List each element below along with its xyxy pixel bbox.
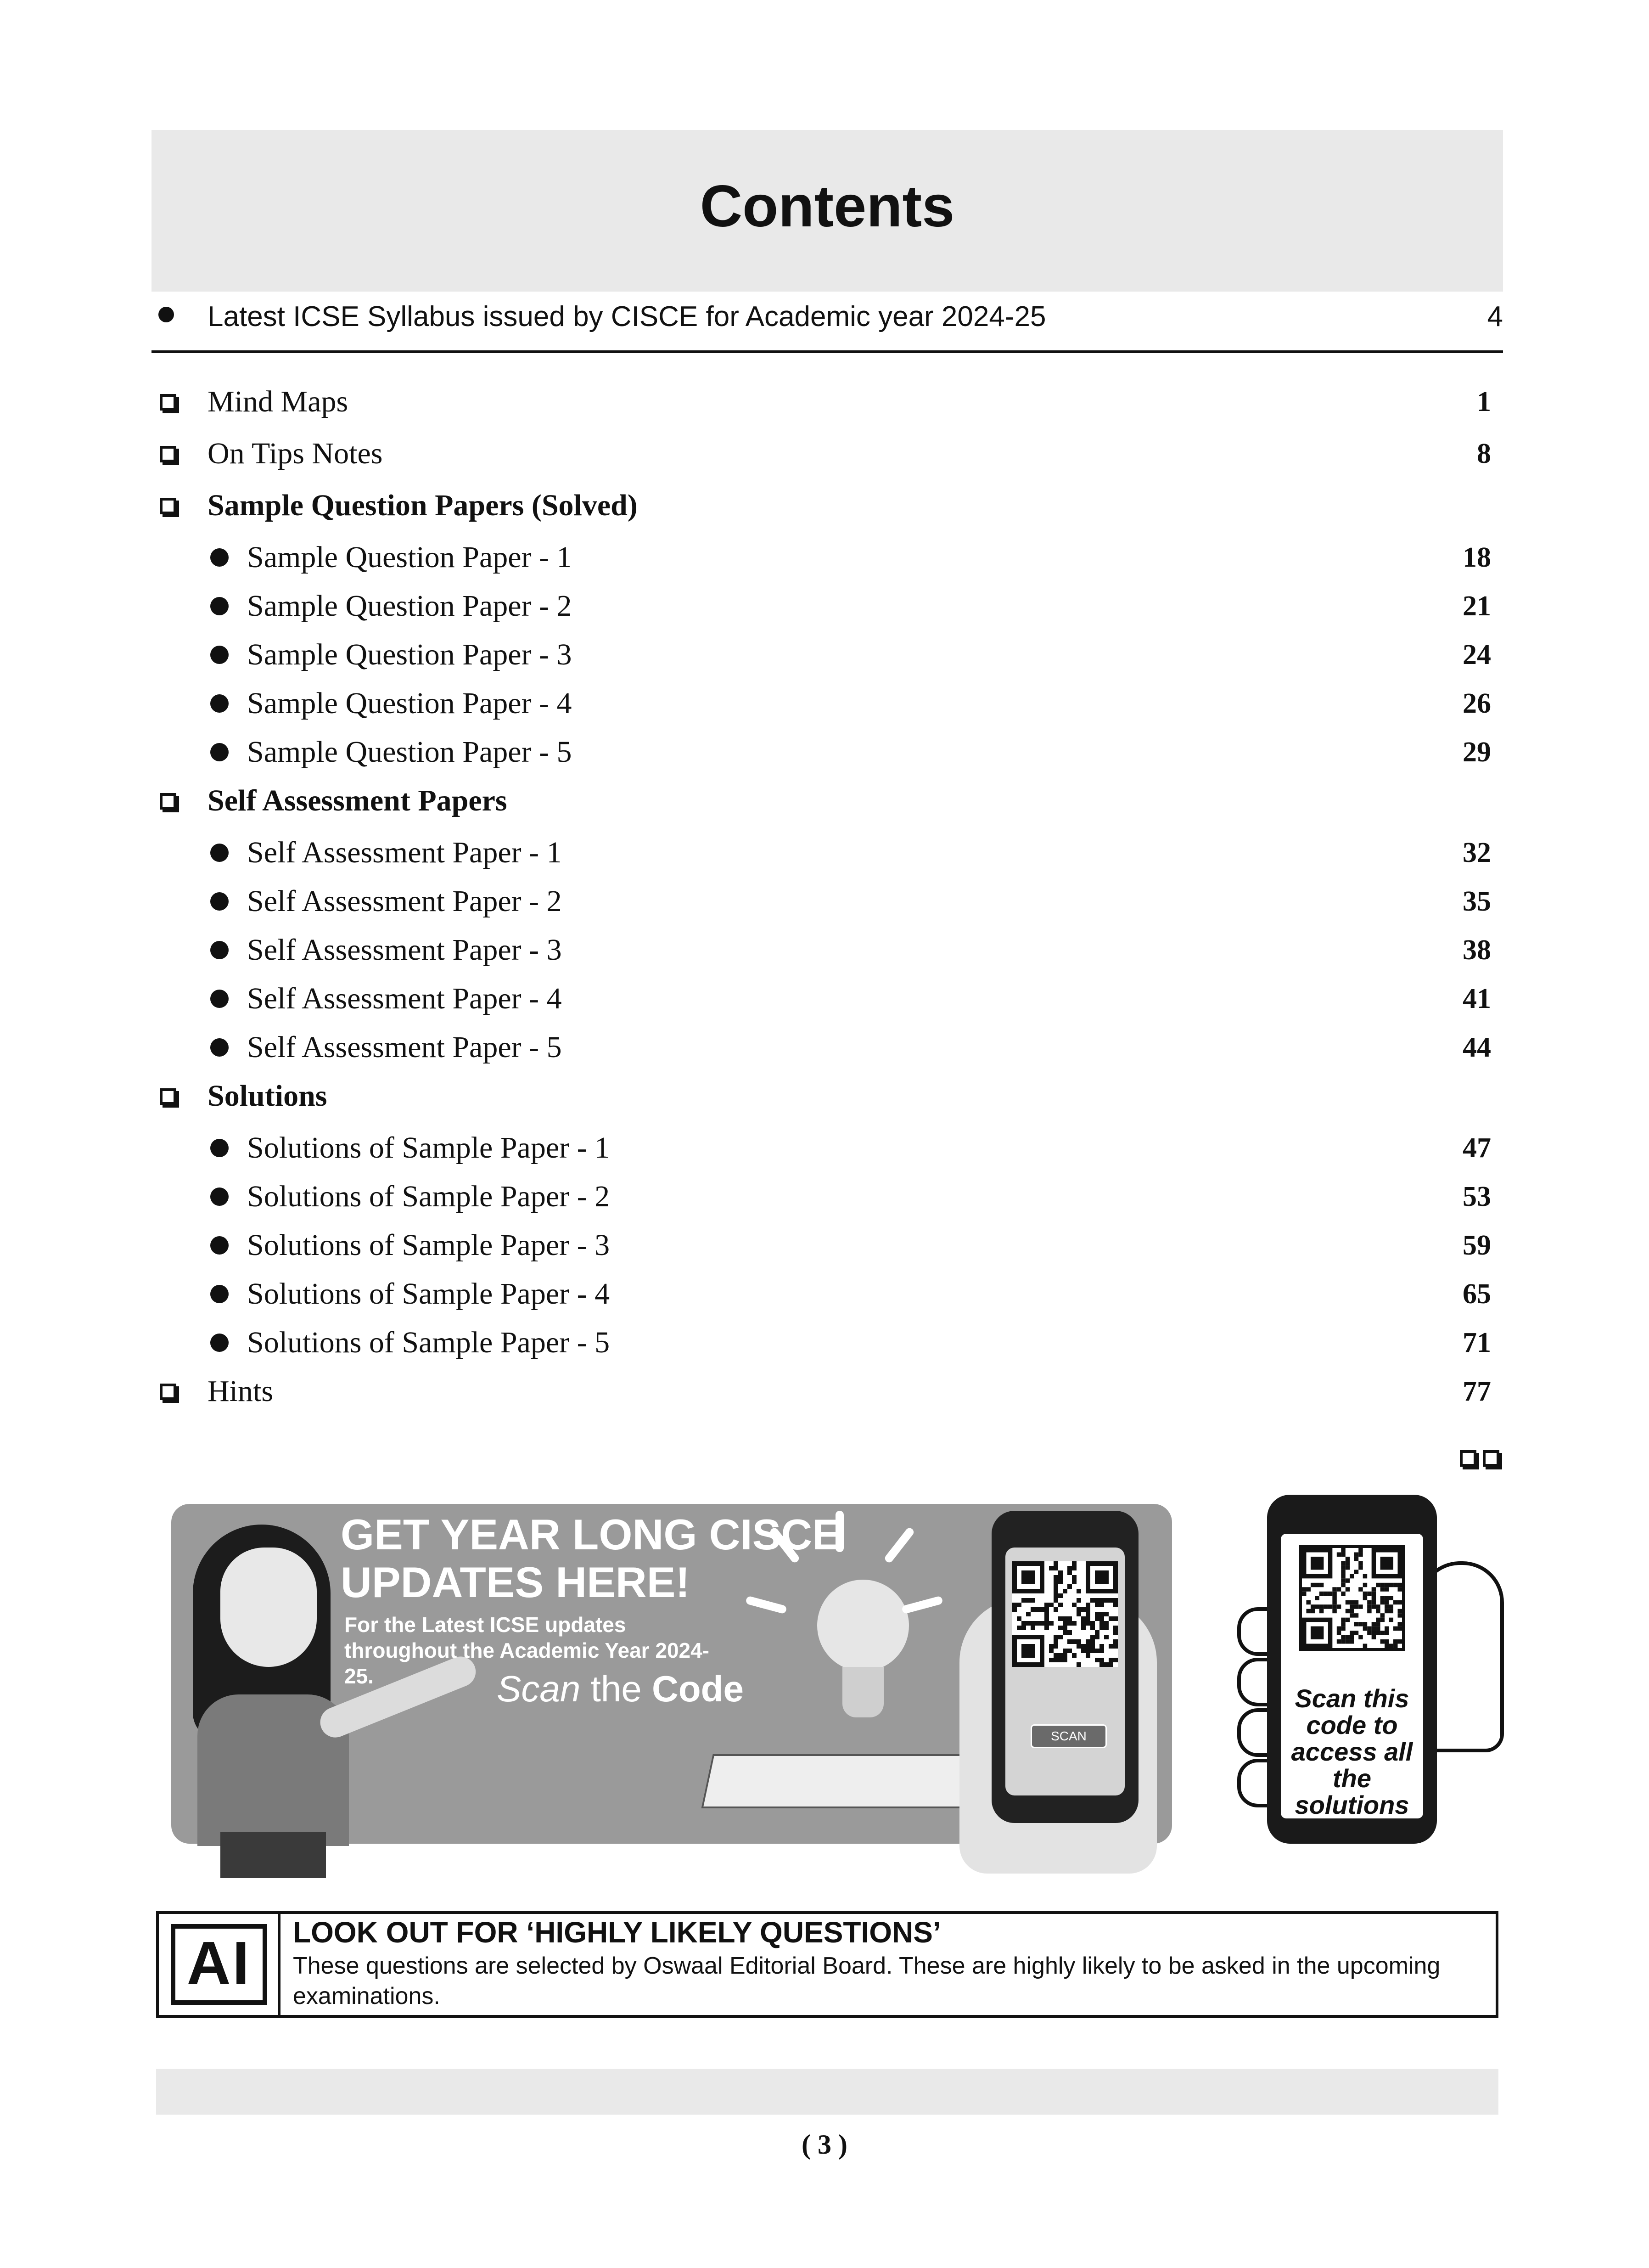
toc-entry-label: Self Assessment Paper - 1: [247, 836, 562, 869]
scan-word: Scan: [497, 1668, 581, 1709]
toc-entry-label: Sample Question Paper - 1: [247, 540, 572, 574]
toc-entry-label: Self Assessment Paper - 5: [247, 1030, 562, 1064]
toc-page-number: 35: [1463, 886, 1491, 917]
solutions-qr-code-icon[interactable]: [1299, 1545, 1405, 1651]
banner-headline: [341, 1511, 841, 1606]
toc-section-label: Sample Question Papers (Solved): [208, 489, 638, 522]
ai-box-title: LOOK OUT FOR ‘HIGHLY LIKELY QUESTIONS’: [293, 1916, 941, 1949]
toc-entry-label: Solutions of Sample Paper - 1: [247, 1131, 610, 1165]
checkbox-icon: [160, 394, 176, 411]
toc-page-number: 21: [1463, 591, 1491, 622]
ai-box-description: These questions are selected by Oswaal Editorial Board. These are highly likely to be asked in the upcoming examinations.: [293, 1953, 1441, 2009]
divider: [151, 350, 1503, 353]
toc-entry-label: Solutions of Sample Paper - 5: [247, 1326, 610, 1359]
bullet-icon: [210, 1139, 229, 1157]
toc-entry[interactable]: [151, 581, 1503, 630]
toc-entry-label: Sample Question Paper - 4: [247, 687, 572, 720]
end-marker: [1460, 1450, 1506, 1469]
box-divider: [278, 1911, 280, 2018]
toc-page-number: 1: [1477, 386, 1491, 417]
qr-code-icon[interactable]: [1012, 1561, 1118, 1667]
girl-face: [220, 1548, 317, 1667]
page-number: ( 3 ): [802, 2129, 847, 2160]
toc-entry[interactable]: [151, 974, 1503, 1022]
bullet-icon: [210, 1236, 229, 1255]
checkbox-icon: [160, 793, 176, 810]
toc-page-number: 24: [1463, 639, 1491, 670]
toc-entry-label: Sample Question Paper - 5: [247, 735, 572, 769]
checkbox-icon: [160, 498, 176, 514]
girl-legs: [220, 1832, 326, 1878]
toc-entry-label: Sample Question Paper - 3: [247, 638, 572, 671]
syllabus-entry-label: Latest ICSE Syllabus issued by CISCE for Academic year 2024-25: [208, 301, 1046, 332]
toc-entry[interactable]: [151, 532, 1503, 581]
toc-section-label: Hints: [208, 1374, 274, 1408]
checkbox-icon: [160, 1384, 176, 1400]
toc-entry-label: Sample Question Paper - 2: [247, 589, 572, 623]
bullet-icon: [158, 307, 174, 322]
toc-entry[interactable]: [151, 1220, 1503, 1269]
toc-page-number: 26: [1463, 688, 1491, 719]
bullet-icon: [210, 1187, 229, 1206]
open-book-illustration: [701, 1754, 1001, 1808]
solutions-qr-caption: Scan this code to access all the solutions: [1291, 1684, 1413, 1819]
toc-entry-label: Solutions of Sample Paper - 4: [247, 1277, 610, 1311]
banner-subtext: For the Latest ICSE updates throughout the Academic Year 2024-25.: [344, 1613, 710, 1688]
toc-entry-label: Self Assessment Paper - 2: [247, 884, 562, 918]
toc-page-number: 29: [1463, 737, 1491, 768]
toc-page-number: 41: [1463, 983, 1491, 1014]
toc-section[interactable]: [151, 480, 1503, 532]
the-word: the: [580, 1668, 652, 1709]
checkbox-icon: [1483, 1450, 1499, 1467]
toc-page-number: 32: [1463, 837, 1491, 868]
banner-headline-line: UPDATES HERE!: [341, 1558, 690, 1606]
toc-section[interactable]: [151, 1366, 1503, 1418]
bullet-icon: [210, 1334, 229, 1352]
ai-logo-icon: AI: [171, 1924, 267, 2005]
bullet-icon: [210, 941, 229, 959]
toc-entry-label: Solutions of Sample Paper - 3: [247, 1228, 610, 1262]
bullet-icon: [210, 990, 229, 1008]
page-title: Contents: [700, 174, 955, 239]
toc-section-label: On Tips Notes: [208, 437, 383, 470]
lightbulb-base: [842, 1667, 884, 1717]
checkbox-icon: [1460, 1450, 1476, 1467]
toc-entry[interactable]: [151, 1123, 1503, 1171]
toc-section[interactable]: [151, 1071, 1503, 1123]
toc-entry[interactable]: [151, 1317, 1503, 1366]
bullet-icon: [210, 548, 229, 567]
toc-entry-label: Self Assessment Paper - 3: [247, 933, 562, 967]
toc-page-number: 18: [1463, 542, 1491, 573]
toc-page-number: 77: [1463, 1376, 1491, 1407]
bullet-icon: [210, 1285, 229, 1303]
banner-headline-line: GET YEAR LONG CISCE: [341, 1510, 841, 1559]
toc-entry[interactable]: [151, 925, 1503, 974]
checkbox-icon: [160, 1088, 176, 1105]
toc-entry[interactable]: [151, 1269, 1503, 1317]
toc-entry[interactable]: [151, 827, 1503, 876]
checkbox-icon: [160, 446, 176, 462]
toc-page-number: 65: [1463, 1278, 1491, 1310]
code-word: Code: [652, 1668, 744, 1709]
bullet-icon: [210, 694, 229, 713]
bullet-icon: [210, 743, 229, 761]
toc-entry-label: Solutions of Sample Paper - 2: [247, 1180, 610, 1213]
bullet-icon: [210, 892, 229, 911]
toc-page-number: 38: [1463, 934, 1491, 966]
scan-button[interactable]: SCAN: [1031, 1724, 1107, 1748]
toc-section-label: Mind Maps: [208, 385, 348, 418]
toc-entry[interactable]: [151, 630, 1503, 678]
toc-page-number: 71: [1463, 1327, 1491, 1358]
toc-entry[interactable]: [151, 678, 1503, 727]
toc-page-number: 8: [1477, 438, 1491, 469]
toc-page-number: 47: [1463, 1132, 1491, 1164]
toc-section-label: Self Assessment Papers: [208, 784, 507, 817]
toc-entry[interactable]: [151, 727, 1503, 776]
toc-entry-label: Self Assessment Paper - 4: [247, 982, 562, 1015]
bullet-icon: [210, 1038, 229, 1057]
toc-entry[interactable]: [151, 1022, 1503, 1071]
toc-page-number: 59: [1463, 1230, 1491, 1261]
toc-page-number: 44: [1463, 1032, 1491, 1063]
toc-section[interactable]: [151, 428, 1503, 480]
scan-the-code-text: [497, 1666, 744, 1712]
toc-section-label: Solutions: [208, 1079, 327, 1113]
toc-section[interactable]: [151, 776, 1503, 827]
bullet-icon: [210, 844, 229, 862]
bullet-icon: [210, 646, 229, 664]
footer-band: [156, 2069, 1498, 2115]
toc-entry[interactable]: [151, 876, 1503, 925]
toc-entry[interactable]: [151, 1171, 1503, 1220]
bullet-icon: [210, 597, 229, 615]
toc-page-number: 53: [1463, 1181, 1491, 1212]
syllabus-entry-page: 4: [1487, 301, 1503, 332]
table-of-contents: [151, 377, 1503, 1418]
toc-section[interactable]: [151, 377, 1503, 428]
